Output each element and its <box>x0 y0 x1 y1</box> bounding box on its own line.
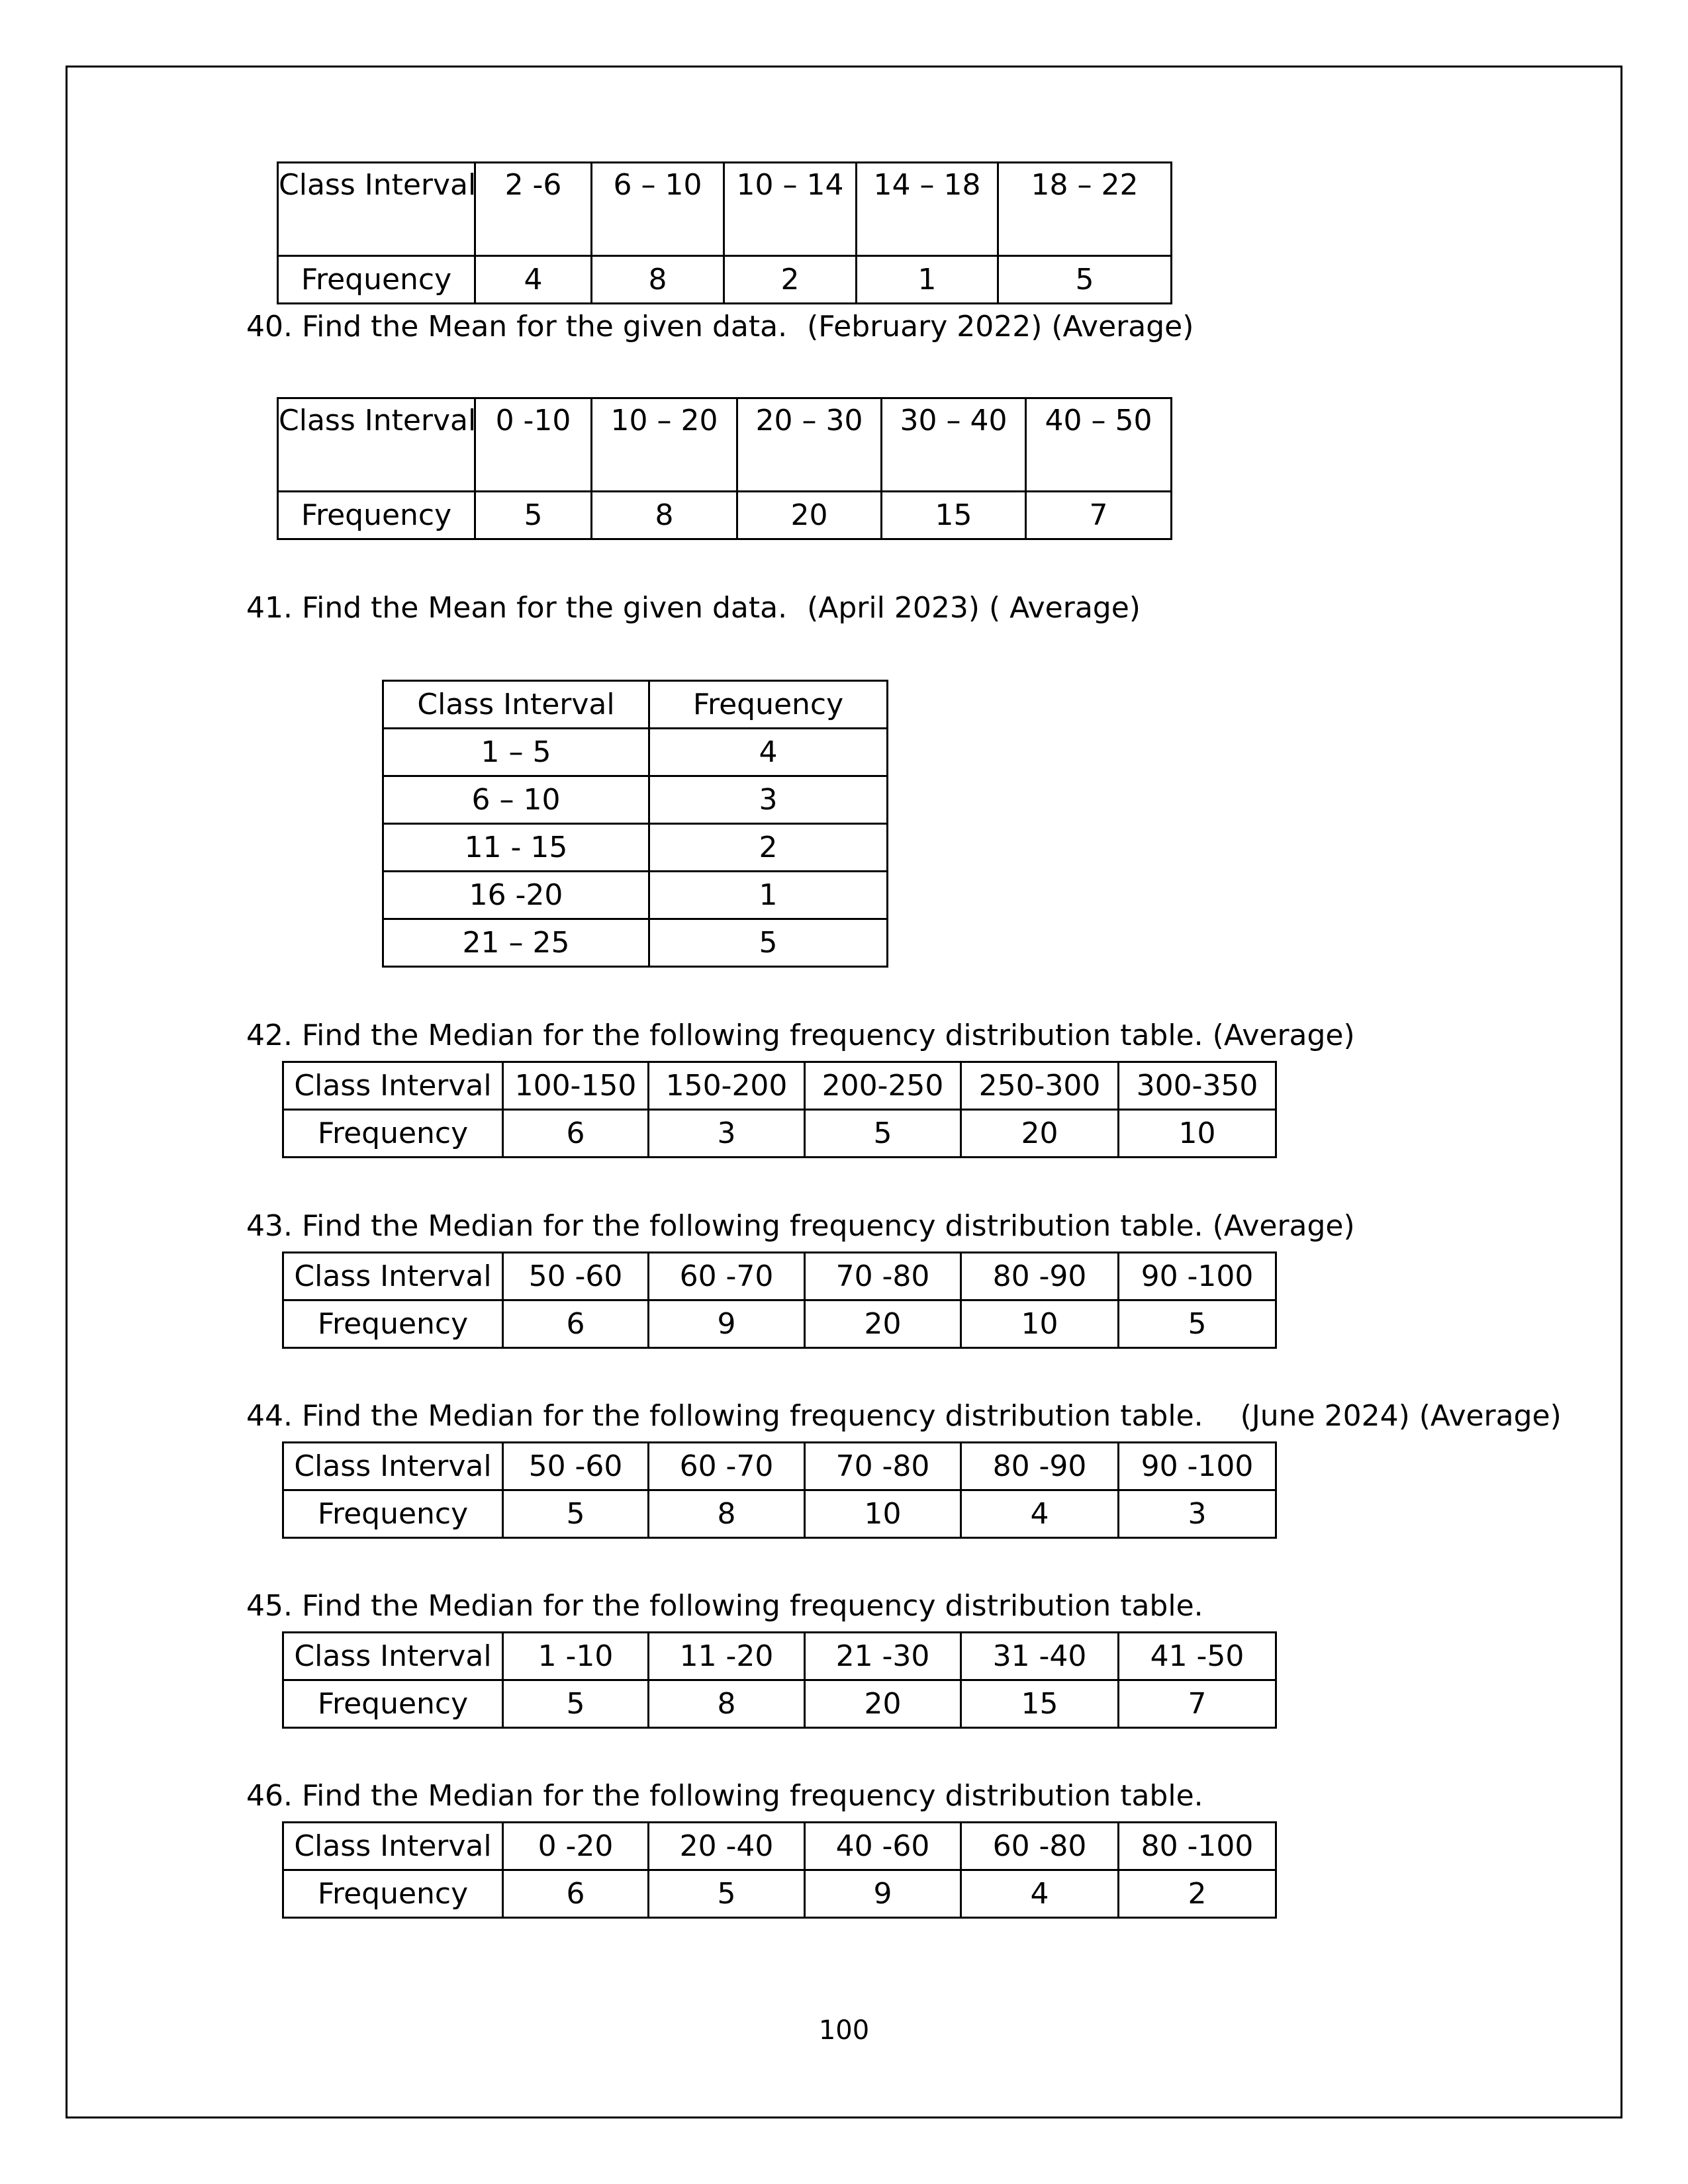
frequency-cell: 7 <box>1119 1680 1276 1728</box>
question-45 <box>246 1589 1203 1623</box>
question-text: Find the Mean for the given data. <box>301 310 788 343</box>
frequency-cell: 5 <box>503 1680 649 1728</box>
frequency-cell: 5 <box>805 1110 961 1158</box>
frequency-cell: 2 <box>649 824 888 872</box>
frequency-cell: 8 <box>649 1680 805 1728</box>
question-tags: (June 2024) (Average) <box>1240 1399 1562 1433</box>
interval-cell: 1 -10 <box>503 1633 649 1680</box>
interval-cell: 11 - 15 <box>383 824 649 872</box>
interval-cell: 10 – 14 <box>724 163 857 256</box>
question-number: 44. <box>246 1399 293 1433</box>
frequency-table-43 <box>282 1251 1277 1349</box>
interval-cell: 60 -70 <box>649 1253 805 1300</box>
frequency-table-44 <box>282 1441 1277 1539</box>
frequency-cell: 20 <box>805 1680 961 1728</box>
question-number: 46. <box>246 1779 293 1813</box>
frequency-cell: 9 <box>805 1870 961 1918</box>
question-number: 43. <box>246 1209 293 1243</box>
interval-cell: 50 -60 <box>503 1253 649 1300</box>
frequency-cell: 6 <box>503 1300 649 1348</box>
frequency-cell: 15 <box>961 1680 1119 1728</box>
interval-cell: 21 – 25 <box>383 919 649 967</box>
interval-cell: 2 -6 <box>475 163 592 256</box>
frequency-cell: 5 <box>475 492 592 539</box>
interval-cell: 6 – 10 <box>592 163 724 256</box>
frequency-cell: 5 <box>1119 1300 1276 1348</box>
interval-cell: 41 -50 <box>1119 1633 1276 1680</box>
row-label-class-interval: Class Interval <box>278 163 475 256</box>
interval-cell: 20 – 30 <box>737 398 882 492</box>
frequency-cell: 20 <box>961 1110 1119 1158</box>
interval-cell: 80 -90 <box>961 1253 1119 1300</box>
frequency-cell: 6 <box>503 1870 649 1918</box>
row-label-frequency: Frequency <box>283 1300 503 1348</box>
frequency-table-top <box>277 161 1172 304</box>
frequency-cell: 3 <box>649 776 888 824</box>
frequency-cell: 6 <box>503 1110 649 1158</box>
frequency-cell: 15 <box>882 492 1026 539</box>
question-tags: (April 2023) ( Average) <box>807 591 1141 625</box>
frequency-cell: 4 <box>475 256 592 304</box>
frequency-cell: 10 <box>1119 1110 1276 1158</box>
frequency-cell: 2 <box>1119 1870 1276 1918</box>
row-label-frequency: Frequency <box>278 492 475 539</box>
interval-cell: 150-200 <box>649 1062 805 1110</box>
question-44 <box>246 1399 1562 1433</box>
row-label-frequency: Frequency <box>283 1490 503 1538</box>
interval-cell: 70 -80 <box>805 1443 961 1490</box>
question-number: 40. <box>246 310 293 343</box>
interval-cell: 10 – 20 <box>592 398 737 492</box>
frequency-cell: 4 <box>961 1490 1119 1538</box>
frequency-cell: 4 <box>649 729 888 776</box>
question-42 <box>246 1021 1355 1050</box>
frequency-cell: 10 <box>961 1300 1119 1348</box>
frequency-cell: 8 <box>649 1490 805 1538</box>
row-label-class-interval: Class Interval <box>283 1633 503 1680</box>
frequency-cell: 5 <box>649 919 888 967</box>
interval-cell: 90 -100 <box>1119 1443 1276 1490</box>
interval-cell: 100-150 <box>503 1062 649 1110</box>
frequency-cell: 1 <box>649 872 888 919</box>
interval-cell: 70 -80 <box>805 1253 961 1300</box>
interval-cell: 18 – 22 <box>998 163 1172 256</box>
interval-cell: 60 -70 <box>649 1443 805 1490</box>
interval-cell: 90 -100 <box>1119 1253 1276 1300</box>
question-number: 42. <box>246 1019 293 1052</box>
header-class-interval: Class Interval <box>383 681 649 729</box>
frequency-cell: 7 <box>1026 492 1172 539</box>
interval-cell: 6 – 10 <box>383 776 649 824</box>
question-41 <box>246 591 1141 625</box>
row-label-frequency: Frequency <box>283 1680 503 1728</box>
frequency-cell: 5 <box>649 1870 805 1918</box>
interval-cell: 40 -60 <box>805 1823 961 1870</box>
interval-cell: 14 – 18 <box>857 163 998 256</box>
frequency-cell: 8 <box>592 492 737 539</box>
frequency-table-46 <box>282 1821 1277 1919</box>
frequency-cell: 1 <box>857 256 998 304</box>
question-number: 45. <box>246 1589 293 1623</box>
frequency-cell: 9 <box>649 1300 805 1348</box>
frequency-table-41 <box>382 680 888 968</box>
frequency-cell: 4 <box>961 1870 1119 1918</box>
frequency-cell: 20 <box>805 1300 961 1348</box>
row-label-class-interval: Class Interval <box>278 398 475 492</box>
interval-cell: 0 -10 <box>475 398 592 492</box>
header-frequency: Frequency <box>649 681 888 729</box>
question-text: Find the Median for the following frequency distribution table. <box>301 1019 1203 1052</box>
frequency-cell: 20 <box>737 492 882 539</box>
row-label-class-interval: Class Interval <box>283 1823 503 1870</box>
frequency-table-40 <box>277 397 1172 540</box>
question-tags: (Average) <box>1212 1209 1355 1243</box>
interval-cell: 16 -20 <box>383 872 649 919</box>
frequency-cell: 8 <box>592 256 724 304</box>
frequency-table-45 <box>282 1631 1277 1729</box>
question-number: 41. <box>246 591 293 625</box>
question-text: Find the Median for the following frequency distribution table. <box>301 1779 1203 1813</box>
frequency-cell: 3 <box>1119 1490 1276 1538</box>
interval-cell: 1 – 5 <box>383 729 649 776</box>
row-label-frequency: Frequency <box>283 1870 503 1918</box>
interval-cell: 300-350 <box>1119 1062 1276 1110</box>
interval-cell: 31 -40 <box>961 1633 1119 1680</box>
question-tags: (Average) <box>1212 1019 1355 1052</box>
interval-cell: 50 -60 <box>503 1443 649 1490</box>
question-text: Find the Median for the following frequency distribution table. <box>301 1399 1203 1433</box>
question-43 <box>246 1209 1355 1243</box>
row-label-class-interval: Class Interval <box>283 1062 503 1110</box>
page-number: 100 <box>818 2015 870 2046</box>
frequency-cell: 5 <box>998 256 1172 304</box>
row-label-class-interval: Class Interval <box>283 1253 503 1300</box>
interval-cell: 80 -90 <box>961 1443 1119 1490</box>
question-text: Find the Median for the following frequency distribution table. <box>301 1209 1203 1243</box>
interval-cell: 200-250 <box>805 1062 961 1110</box>
interval-cell: 21 -30 <box>805 1633 961 1680</box>
frequency-table-42 <box>282 1061 1277 1158</box>
question-text: Find the Median for the following frequency distribution table. <box>301 1589 1203 1623</box>
interval-cell: 40 – 50 <box>1026 398 1172 492</box>
frequency-cell: 3 <box>649 1110 805 1158</box>
interval-cell: 11 -20 <box>649 1633 805 1680</box>
interval-cell: 80 -100 <box>1119 1823 1276 1870</box>
interval-cell: 20 -40 <box>649 1823 805 1870</box>
interval-cell: 0 -20 <box>503 1823 649 1870</box>
interval-cell: 30 – 40 <box>882 398 1026 492</box>
frequency-cell: 2 <box>724 256 857 304</box>
question-text: Find the Mean for the given data. <box>301 591 788 625</box>
row-label-frequency: Frequency <box>283 1110 503 1158</box>
question-tags: (February 2022) (Average) <box>807 310 1194 343</box>
question-40 <box>246 312 1194 341</box>
interval-cell: 60 -80 <box>961 1823 1119 1870</box>
interval-cell: 250-300 <box>961 1062 1119 1110</box>
frequency-cell: 5 <box>503 1490 649 1538</box>
question-46 <box>246 1779 1203 1813</box>
row-label-frequency: Frequency <box>278 256 475 304</box>
frequency-cell: 10 <box>805 1490 961 1538</box>
row-label-class-interval: Class Interval <box>283 1443 503 1490</box>
